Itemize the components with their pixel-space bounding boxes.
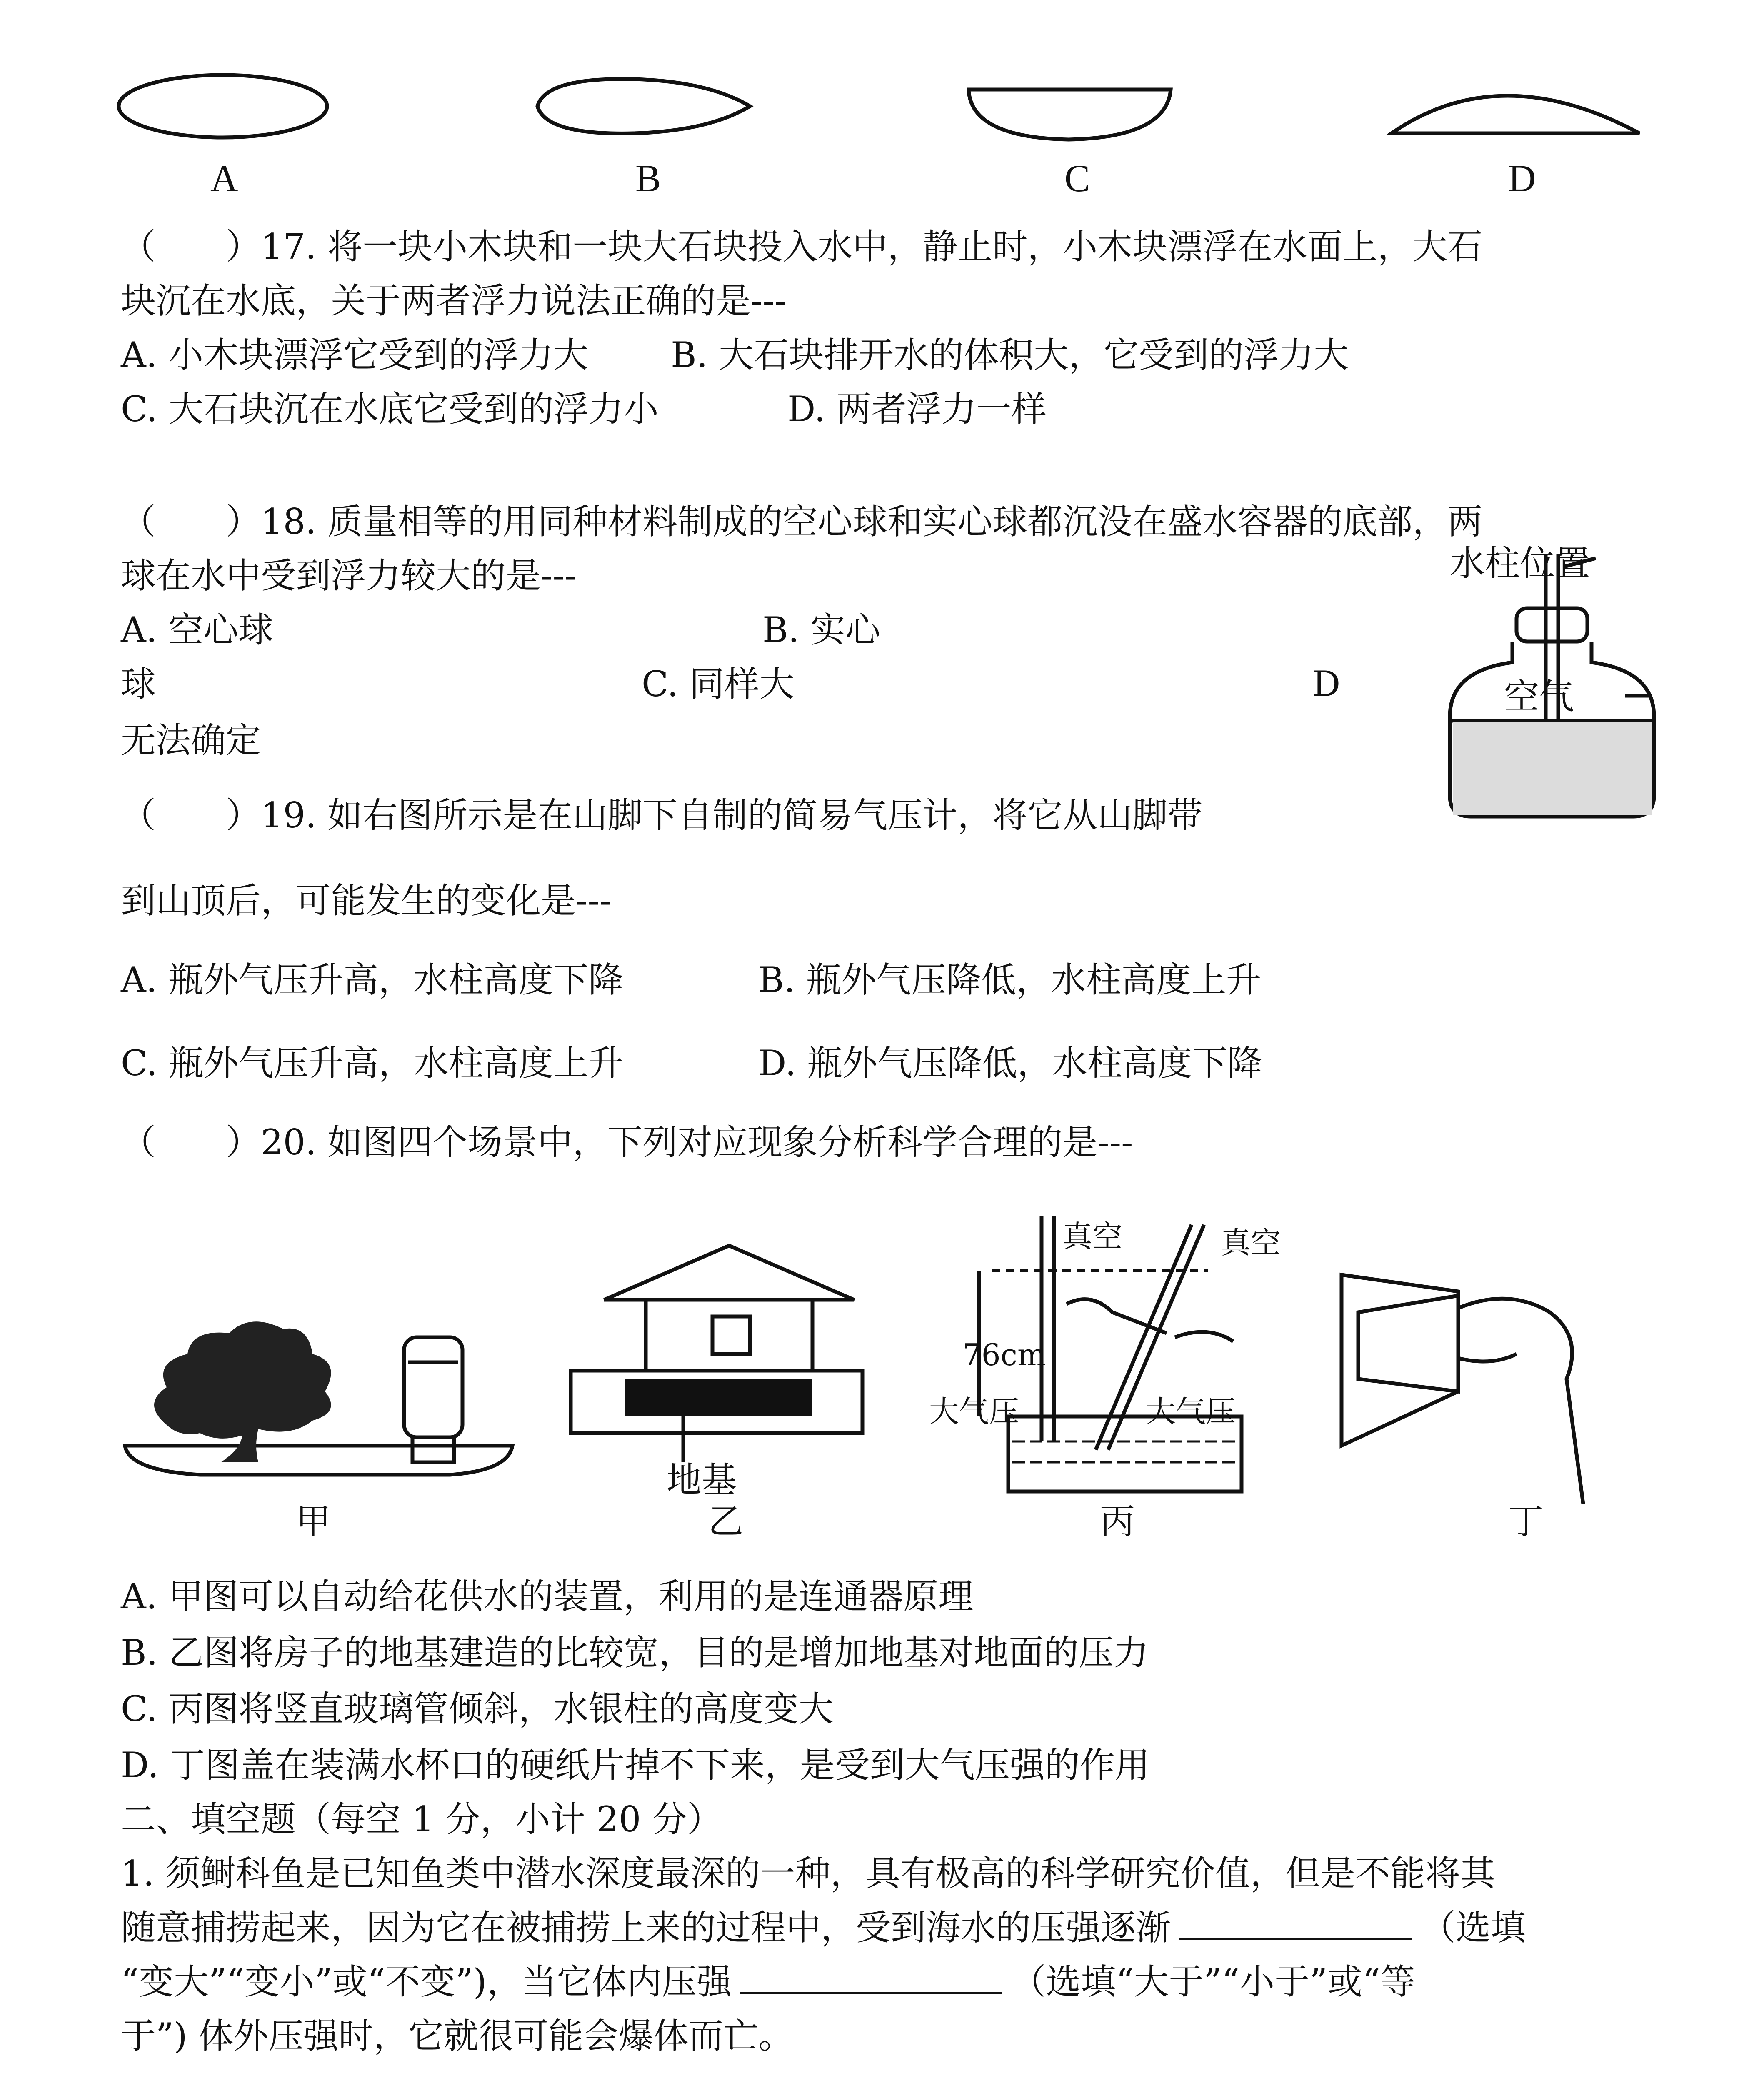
fill1-line1: 1. 须鲥科鱼是已知鱼类中潜水深度最深的一种，具有极高的科学研究价值，但是不能将其 (121, 1853, 1495, 1894)
q17-option-a: A. 小木块漂浮它受到的浮力大 (121, 335, 589, 375)
figure-bing-label: 丙 (1100, 1501, 1135, 1542)
q20-option-d: D. 丁图盖在装满水杯口的硬纸片掉不下来，是受到大气压强的作用 (121, 1745, 1150, 1786)
figure-yi-foundation-label: 地基 (667, 1459, 737, 1500)
lens-label-d: D (1508, 157, 1536, 200)
lens-shapes (0, 0, 1764, 208)
barometer-figure (1333, 542, 1625, 833)
q17-stem-line1: （ ）17. 将一块小木块和一块大石块投入水中，静止时，小木块漂浮在水面上，大石 (121, 226, 1483, 267)
fill1-line3: “变大”“变小”或“不变”)，当它体内压强 （选填“大于”“小于”或“等 (121, 1961, 1416, 2002)
q20-stem: （ ）20. 如图四个场景中，下列对应现象分析科学合理的是--- (121, 1122, 1133, 1163)
lens-d-shape (1392, 96, 1639, 133)
q19-option-c: C. 瓶外气压升高，水柱高度上升 (121, 1043, 624, 1084)
q18-answer-paren[interactable]: （ ） (121, 501, 261, 542)
q19-option-b: B. 瓶外气压降低，水柱高度上升 (758, 959, 1262, 1000)
fill1-blank-1[interactable] (1179, 1908, 1412, 1940)
q18-option-b: B. 实心 (762, 609, 881, 650)
q19-answer-paren[interactable]: （ ） (121, 795, 261, 836)
q19-option-d: D. 瓶外气压降低，水柱高度下降 (758, 1043, 1262, 1084)
section-2-title: 二、填空题（每空 1 分，小计 20 分） (121, 1799, 722, 1840)
figure-ding-label: 丁 (1508, 1501, 1544, 1542)
q20-option-a: A. 甲图可以自动给花供水的装置，利用的是连通器原理 (121, 1576, 974, 1617)
q19-stem-line1: （ ）19. 如右图所示是在山脚下自制的简易气压计，将它从山脚带 (121, 795, 1203, 836)
figure-bing-height-label: 76cm (962, 1337, 1046, 1372)
fill1-line2: 随意捕捞起来，因为它在被捕捞上来的过程中，受到海水的压强逐渐 （选填 (121, 1907, 1526, 1948)
barometer-label-water-column: 水柱位置 (1450, 543, 1590, 584)
q17-answer-paren[interactable]: （ ） (121, 226, 261, 267)
barometer-label-air: 空气 (1504, 676, 1574, 717)
lens-label-a: A (210, 157, 238, 200)
q18-option-d: D (1312, 664, 1341, 704)
lens-label-c: C (1064, 157, 1090, 200)
q20-answer-paren[interactable]: （ ） (121, 1122, 261, 1163)
q17-option-c: C. 大石块沉在水底它受到的浮力小 (121, 389, 659, 430)
q18-stem-line1: （ ）18. 质量相等的用同种材料制成的空心球和实心球都沉没在盛水容器的底部，两 (121, 501, 1483, 542)
q17-option-d: D. 两者浮力一样 (787, 389, 1047, 430)
figure-bing-pressure-label-2: 大气压 (1146, 1394, 1236, 1429)
figure-bing-pressure-label-1: 大气压 (929, 1394, 1019, 1429)
q19-stem-line2: 到山顶后，可能发生的变化是--- (121, 880, 612, 921)
q18-option-b-cont: 球 (121, 664, 156, 704)
q18-stem-line2: 球在水中受到浮力较大的是--- (121, 555, 577, 596)
figure-bing-vacuum-label-1: 真空 (1062, 1219, 1123, 1254)
lens-label-b: B (635, 157, 661, 200)
q17-option-b: B. 大石块排开水的体积大，它受到的浮力大 (671, 335, 1349, 375)
q18-option-d-cont: 无法确定 (121, 720, 261, 761)
figure-jia-bonsai (117, 1271, 533, 1521)
q20-option-b: B. 乙图将房子的地基建造的比较宽，目的是增加地基对地面的压力 (121, 1632, 1149, 1673)
lens-c-shape (969, 90, 1171, 140)
figure-bing-vacuum-label-2: 真空 (1221, 1225, 1281, 1260)
q17-stem-line2: 块沉在水底，关于两者浮力说法正确的是--- (121, 280, 787, 321)
q18-option-a: A. 空心球 (121, 609, 274, 650)
q20-option-c: C. 丙图将竖直玻璃管倾斜，水银柱的高度变大 (121, 1688, 834, 1729)
figure-ding-cup (1333, 1271, 1658, 1512)
lens-a-shape (119, 75, 327, 137)
q18-option-c: C. 同样大 (642, 664, 795, 704)
figure-jia-label: 甲 (296, 1501, 331, 1542)
fill1-blank-2[interactable] (740, 1963, 1002, 1994)
figure-yi-label: 乙 (708, 1501, 744, 1542)
fill1-line4: 于”) 体外压强时，它就很可能会爆体而亡。 (121, 2016, 794, 2056)
lens-b-shape (537, 79, 750, 134)
q19-option-a: A. 瓶外气压升高，水柱高度下降 (121, 959, 624, 1000)
